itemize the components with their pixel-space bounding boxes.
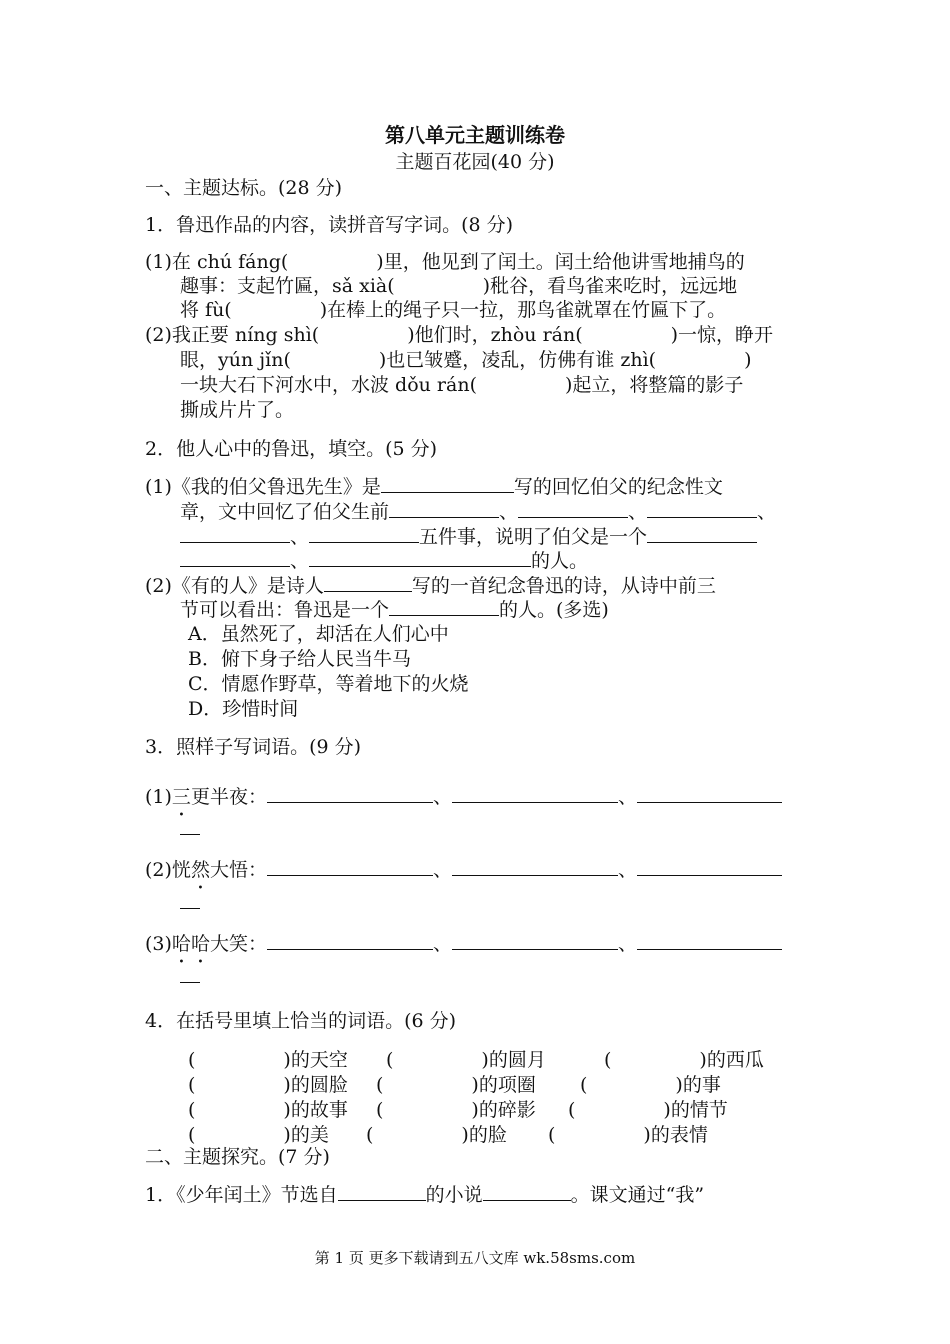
char: 大 <box>209 933 229 955</box>
question-3-stem: 3．照样子写词语。(9 分) <box>145 736 362 758</box>
char: 大 <box>209 859 229 881</box>
answer-blank[interactable] <box>180 548 290 567</box>
q1-text: )他们时，zhòu rán( <box>407 324 583 346</box>
q2-text: 、 <box>757 501 777 523</box>
char: 夜 <box>228 786 248 808</box>
q2-part2-line2 <box>180 597 609 623</box>
q1-part1-line1 <box>145 250 745 275</box>
colon: ： <box>247 933 267 955</box>
answer-blank[interactable] <box>267 857 433 876</box>
close-paren: ) <box>283 1049 291 1071</box>
q2-part1-line2 <box>180 499 776 525</box>
q2-text: 写的一首纪念鲁迅的诗，从诗中前三 <box>411 575 716 597</box>
question-4-stem: 4．在括号里填上恰当的词语。(6 分) <box>145 1010 457 1032</box>
close-paren: ) <box>461 1124 469 1146</box>
close-paren: ) <box>283 1074 291 1096</box>
char: 恍 <box>171 859 191 881</box>
q4-row1-col1 <box>188 1045 348 1072</box>
page-title: 第八单元主题训练卷 <box>385 123 565 147</box>
q4-phrase: 的天空 <box>290 1049 348 1071</box>
item-number: (2) <box>145 859 172 881</box>
section-heading-2: 二、主题探究。(7 分) <box>145 1146 330 1168</box>
q1-text: (1)在 chú fáng( <box>145 251 289 273</box>
q1-text: ) <box>744 349 752 371</box>
char: 更 <box>190 786 210 808</box>
answer-blank[interactable] <box>452 857 618 876</box>
close-paren: ) <box>699 1049 707 1071</box>
option-c[interactable]: C．情愿作野草，等着地下的火烧 <box>188 673 469 695</box>
q4-phrase: 的西瓜 <box>706 1049 764 1071</box>
open-paren: ( <box>188 1049 196 1071</box>
page-subtitle: 主题百花园(40 分) <box>395 151 555 173</box>
q2-part2-line1 <box>145 573 716 599</box>
q1-text: )也已皱蹙，凌乱，仿佛有谁 zhì( <box>378 349 657 371</box>
q4-phrase: 的故事 <box>290 1099 348 1121</box>
answer-blank[interactable] <box>637 857 782 876</box>
q2-text: 节可以看出：鲁迅是一个 <box>180 599 390 621</box>
separator: 、 <box>618 933 638 955</box>
answer-blank-continuation[interactable] <box>180 968 200 983</box>
q2-text: 的人。 <box>531 550 589 572</box>
emphasized-char: 哈 <box>171 933 191 955</box>
option-b[interactable]: B．俯下身子给人民当牛马 <box>188 648 411 670</box>
open-paren: ( <box>386 1049 394 1071</box>
q2-part1-line4 <box>180 548 588 574</box>
q1-text: )秕谷，看鸟雀来吃时，远远地 <box>482 275 738 297</box>
char: 半 <box>209 786 229 808</box>
q1-part2-line3 <box>180 373 743 398</box>
q3-item-3 <box>145 931 782 957</box>
answer-blank-continuation[interactable] <box>180 820 200 835</box>
answer-blank[interactable] <box>637 931 782 950</box>
close-paren: ) <box>283 1124 291 1146</box>
q2-text: 写的回忆伯父的纪念性文 <box>513 476 723 498</box>
close-paren: ) <box>283 1099 291 1121</box>
answer-blank[interactable] <box>452 784 618 803</box>
q2-text: 章，文中回忆了伯父生前 <box>180 501 390 523</box>
q1-text: )一惊，睁开 <box>670 324 774 346</box>
q-text: 。课文通过“我” <box>570 1184 705 1206</box>
q4-phrase: 的项圈 <box>478 1074 536 1096</box>
q4-phrase: 的事 <box>682 1074 721 1096</box>
answer-blank-continuation[interactable] <box>180 894 200 909</box>
colon: ： <box>247 859 267 881</box>
q2-text: 的人。(多选) <box>499 599 609 621</box>
q3-item-2 <box>145 857 782 883</box>
open-paren: ( <box>188 1124 196 1146</box>
q4-phrase: 的圆脸 <box>290 1074 348 1096</box>
open-paren: ( <box>188 1074 196 1096</box>
question-1-stem: 1．鲁迅作品的内容，读拼音写字词。(8 分) <box>145 214 514 236</box>
q2-text: (2)《有的人》是诗人 <box>145 575 324 597</box>
answer-blank[interactable] <box>309 548 531 567</box>
answer-blank[interactable] <box>389 597 499 616</box>
answer-blank[interactable] <box>483 1182 571 1201</box>
close-paren: ) <box>663 1099 671 1121</box>
colon: ： <box>247 786 267 808</box>
q4-phrase: 的情节 <box>670 1099 728 1121</box>
close-paren: ) <box>471 1099 479 1121</box>
question-2-stem: 2．他人心中的鲁迅，填空。(5 分) <box>145 438 438 460</box>
q1-text: )里，他见到了闰土。闰土给他讲雪地捕鸟的 <box>376 251 745 273</box>
answer-blank[interactable] <box>180 524 290 543</box>
q1-text: )在棒上的绳子只一拉，那鸟雀就罩在竹匾下了。 <box>319 299 727 321</box>
answer-blank[interactable] <box>267 931 433 950</box>
close-paren: ) <box>643 1124 651 1146</box>
q4-row3-col2 <box>376 1095 536 1122</box>
answer-blank[interactable] <box>267 784 433 803</box>
separator: 、 <box>618 786 638 808</box>
q2-part1-line1 <box>145 474 723 500</box>
open-paren: ( <box>376 1099 384 1121</box>
separator: 、 <box>433 933 453 955</box>
q1-part2-line4: 撕成片片了。 <box>180 399 295 421</box>
q2-part1-line3 <box>180 524 757 550</box>
answer-blank[interactable] <box>647 524 757 543</box>
q4-row1-col3 <box>604 1045 764 1072</box>
q2-text: 、 <box>499 501 519 523</box>
q-text: 的小说 <box>425 1184 483 1206</box>
q4-row4-col3 <box>548 1120 708 1147</box>
q4-row2-col2 <box>376 1070 536 1097</box>
open-paren: ( <box>548 1124 556 1146</box>
q4-phrase: 的美 <box>290 1124 329 1146</box>
answer-blank[interactable] <box>324 573 412 592</box>
separator: 、 <box>618 859 638 881</box>
q1-part1-line2 <box>180 274 737 299</box>
close-paren: ) <box>471 1074 479 1096</box>
emphasized-char: 然 <box>190 859 210 881</box>
q1-text: )起立，将整篇的影子 <box>564 374 744 396</box>
q1-text: (2)我正要 níng shì( <box>145 324 320 346</box>
answer-blank[interactable] <box>452 931 618 950</box>
q2-text: 、 <box>628 501 648 523</box>
q2-text: 五件事，说明了伯父是一个 <box>419 526 648 548</box>
q4-row2-col1 <box>188 1070 348 1097</box>
close-paren: ) <box>675 1074 683 1096</box>
q4-phrase: 的表情 <box>650 1124 708 1146</box>
char: 笑 <box>228 933 248 955</box>
answer-blank[interactable] <box>518 499 628 518</box>
q1-text: 趣事：支起竹匾，sǎ xià( <box>180 275 395 297</box>
open-paren: ( <box>580 1074 588 1096</box>
section-heading-1: 一、主题达标。(28 分) <box>145 177 343 199</box>
q4-row4-col2 <box>366 1120 507 1147</box>
open-paren: ( <box>188 1099 196 1121</box>
item-number: (3) <box>145 933 172 955</box>
q1-text: 将 fù( <box>180 299 232 321</box>
part2-question-1 <box>145 1182 704 1208</box>
q2-text: 、 <box>290 526 310 548</box>
open-paren: ( <box>604 1049 612 1071</box>
answer-blank[interactable] <box>647 499 757 518</box>
q4-phrase: 的碎影 <box>478 1099 536 1121</box>
separator: 、 <box>433 859 453 881</box>
q1-part2-line1 <box>145 323 773 348</box>
q3-item-1 <box>145 784 782 810</box>
q1-part2-line2 <box>180 348 752 373</box>
q4-row3-col1 <box>188 1095 348 1122</box>
page-footer: 第 1 页 更多下载请到五八文库 wk.58sms.com <box>314 1249 636 1267</box>
q4-row1-col2 <box>386 1045 546 1072</box>
q4-row2-col3 <box>580 1070 721 1097</box>
option-d[interactable]: D．珍惜时间 <box>188 698 299 720</box>
answer-blank[interactable] <box>389 499 499 518</box>
q-text: 1．《少年闰土》节选自 <box>145 1184 338 1206</box>
q4-row4-col1 <box>188 1120 329 1147</box>
q4-row3-col3 <box>568 1095 728 1122</box>
emphasized-char: 三 <box>171 786 191 808</box>
q1-part1-line3 <box>180 298 726 323</box>
emphasized-char: 哈 <box>190 933 210 955</box>
open-paren: ( <box>376 1074 384 1096</box>
q1-text: 眼，yún jǐn( <box>180 349 291 371</box>
separator: 、 <box>433 786 453 808</box>
answer-blank[interactable] <box>309 524 419 543</box>
close-paren: ) <box>481 1049 489 1071</box>
answer-blank[interactable] <box>381 474 514 493</box>
answer-blank[interactable] <box>338 1182 426 1201</box>
open-paren: ( <box>568 1099 576 1121</box>
char: 悟 <box>228 859 248 881</box>
q4-phrase: 的圆月 <box>488 1049 546 1071</box>
answer-blank[interactable] <box>637 784 782 803</box>
q4-phrase: 的脸 <box>468 1124 507 1146</box>
q1-text: 一块大石下河水中，水波 dǒu rán( <box>180 374 477 396</box>
q2-text: (1)《我的伯父鲁迅先生》是 <box>145 476 381 498</box>
open-paren: ( <box>366 1124 374 1146</box>
option-a[interactable]: A．虽然死了，却活在人们心中 <box>188 623 449 645</box>
item-number: (1) <box>145 786 172 808</box>
q2-text: 、 <box>290 550 310 572</box>
